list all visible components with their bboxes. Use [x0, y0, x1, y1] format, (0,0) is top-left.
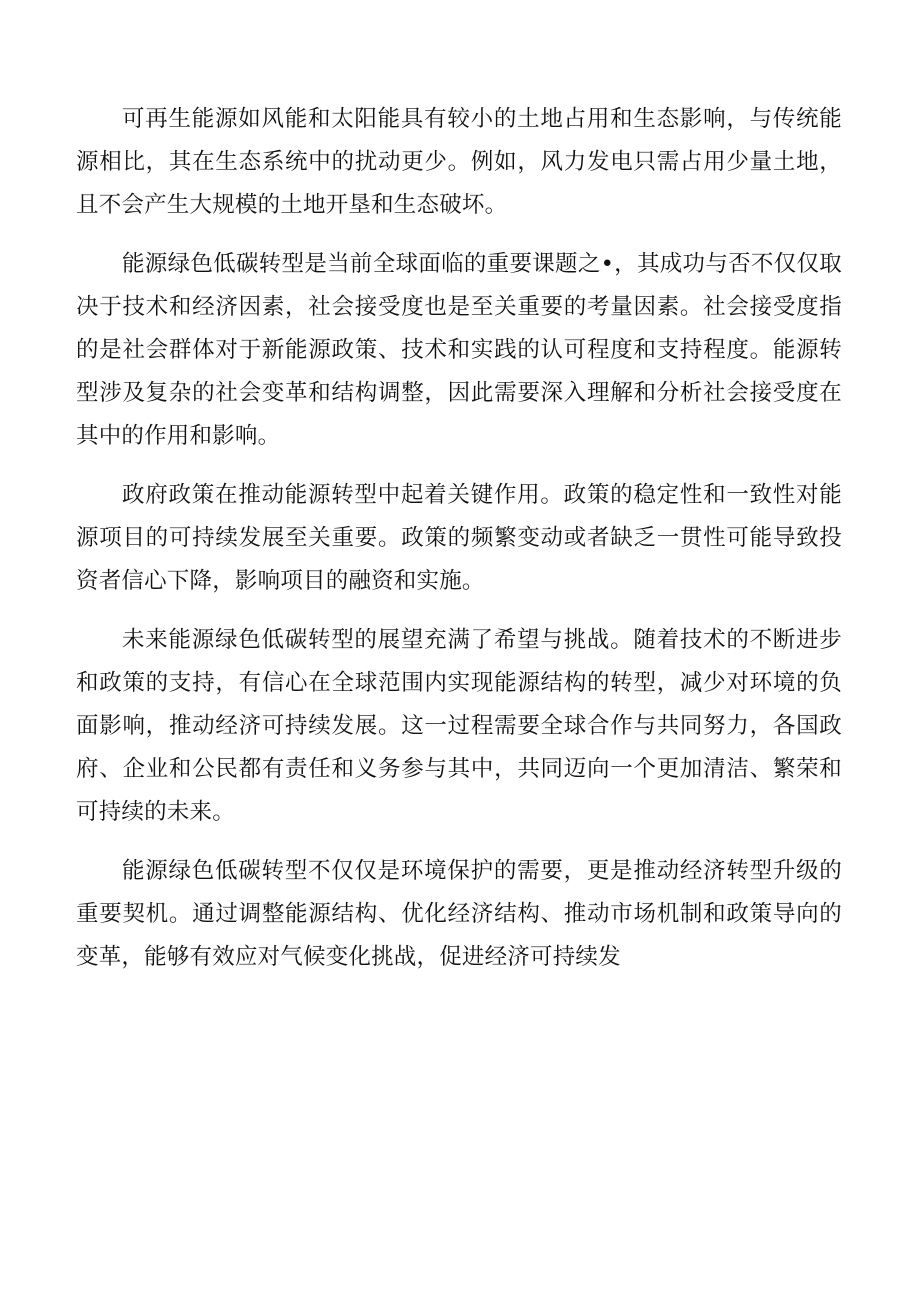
paragraph-1: 可再生能源如风能和太阳能具有较小的土地占用和生态影响，与传统能源相比，其在生态系统中的扰动更少。例如，风力发电只需占用少量土地，且不会产生大规模的土地开垦和生态破坏。	[76, 106, 842, 218]
paragraph-5: 能源绿色低碳转型不仅仅是环境保护的需要，更是推动经济转型升级的重要契机。通过调整能源结构、优化经济结构、推动市场机制和政策导向的变革，能够有效应对气候变化挑战，促进经济可持续发	[76, 858, 842, 970]
paragraph-4: 未来能源绿色低碳转型的展望充满了希望与挑战。随着技术的不断进步和政策的支持，有信心在全球范围内实现能源结构的转型，减少对环境的负面影响，推动经济可持续发展。这一过程需要全球合作与共同努力，各国政府、企业和公民都有责任和义务参与其中，共同迈向一个更加清洁、繁荣和可持续的未来。	[76, 627, 842, 825]
paragraph-2: 能源绿色低碳转型是当前全球面临的重要课题之•，其成功与否不仅仅取决于技术和经济因素，社会接受度也是至关重要的考量因素。社会接受度指的是社会群体对于新能源政策、技术和实践的认可程度和支持程度。能源转型涉及复杂的社会变革和结构调整，因此需要深入理解和分析社会接受度在其中的作用和影响。	[76, 251, 842, 449]
document-body	[76, 98, 842, 995]
paragraph-3: 政府政策在推动能源转型中起着关键作用。政策的稳定性和一致性对能源项目的可持续发展至关重要。政策的频繁变动或者缺乏一贯性可能导致投资者信心下降，影响项目的融资和实施。	[76, 482, 842, 594]
